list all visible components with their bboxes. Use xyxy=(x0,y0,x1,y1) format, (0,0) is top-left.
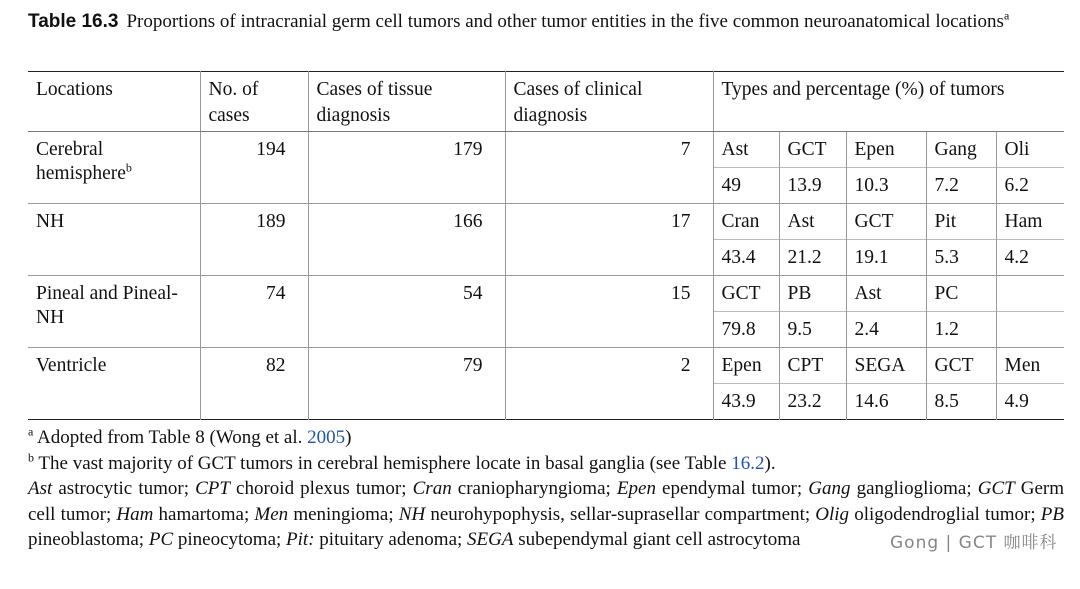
tumor-percent-cell: 5.3 xyxy=(926,240,996,276)
tumor-percent-cell: 43.4 xyxy=(713,240,779,276)
abbreviation-definition: oligodendroglial tumor; xyxy=(854,503,1036,525)
table-caption xyxy=(28,10,1064,34)
footnote-mark: b xyxy=(125,160,132,175)
tumor-type-cell: Cran xyxy=(713,204,779,240)
tumor-type-cell: Men xyxy=(1004,355,1041,376)
abbreviation-term: NH xyxy=(398,503,426,525)
location-cell: NH xyxy=(28,204,200,276)
tumor-type-cell xyxy=(996,276,1064,312)
abbreviation-term: SEGA xyxy=(467,529,514,550)
tumor-percent-cell: 7.2 xyxy=(926,168,996,204)
header-tissue-diagnosis: Cases of tissue diagnosis xyxy=(308,72,505,132)
cases-cell: 194 xyxy=(200,132,308,204)
table-row xyxy=(28,204,1064,240)
abbreviation-definition: craniopharyngioma; xyxy=(457,478,611,499)
tumor-type-cell: Epen xyxy=(713,348,779,384)
tumor-percent-cell: 9.5 xyxy=(779,312,846,348)
abbreviation-definition: ependymal tumor; xyxy=(662,478,803,499)
tumor-percent-cell: 13.9 xyxy=(779,168,846,204)
tumor-percent-cell: 2.4 xyxy=(846,312,926,348)
tumor-percent-cell: 10.3 xyxy=(846,168,926,204)
abbreviation-term: Gang xyxy=(808,478,851,499)
clinical-diagnosis-cell: 15 xyxy=(505,276,713,348)
abbreviation-term: PB xyxy=(1040,503,1064,525)
tumor-percent-cell: 21.2 xyxy=(779,240,846,276)
reference-link-2005[interactable]: 2005 xyxy=(307,427,346,448)
tumor-percent-cell: 43.9 xyxy=(713,384,779,420)
tumor-percent-cell: 6.2 xyxy=(996,168,1064,204)
abbreviation-term: Cran xyxy=(412,478,452,499)
cases-cell: 82 xyxy=(200,348,308,420)
abbreviation-term: Ham xyxy=(116,503,154,525)
abbreviation-definition: choroid plexus tumor; xyxy=(236,478,407,499)
location-cell: Pineal and Pineal-NH xyxy=(28,276,200,348)
clinical-diagnosis-cell: 2 xyxy=(505,348,713,420)
abbreviation-definition: pineoblastoma; xyxy=(28,529,145,550)
abbreviation-term: Ast xyxy=(28,478,53,499)
abbreviation-term: Pit: xyxy=(286,529,315,550)
header-types-percentage: Types and percentage (%) of tumors xyxy=(713,72,1064,132)
tissue-diagnosis-cell: 79 xyxy=(308,348,505,420)
tumor-type-cell: Gang xyxy=(926,132,996,168)
tumor-type-cell: PC xyxy=(926,276,996,312)
location-cell: Cerebral hemisphere$^b$ xyxy=(28,132,200,204)
abbreviation-term: PC xyxy=(148,529,174,550)
tumor-type-cell: Ast xyxy=(713,132,779,168)
tumor-percent-cell: 1.2 xyxy=(926,312,996,348)
abbreviation-term: Epen xyxy=(616,478,656,499)
tumor-percent-cell: 8.5 xyxy=(926,384,996,420)
header-num-cases: No. of cases xyxy=(200,72,308,132)
caption-text: Proportions of intracranial germ cell tumors and other tumor entities in the five common neuroanatomical locations xyxy=(126,11,1004,32)
abbreviation-definition: neurohypophysis, sellar-suprasellar compartment; xyxy=(430,503,811,525)
tumor-percent-cell: 79.8 xyxy=(713,312,779,348)
tumor-type-cell: Oli xyxy=(1004,139,1030,160)
abbreviation-definition: ganglioglioma; xyxy=(856,478,972,499)
abbreviation-definition: hamartoma; xyxy=(158,503,250,525)
table-number: Table 16.3 xyxy=(28,11,119,32)
tumor-type-cell: Pit xyxy=(926,204,996,240)
header-row xyxy=(28,72,1064,132)
tumor-type-cell: Ast xyxy=(846,276,926,312)
header-clinical-diagnosis: Cases of clinical diagnosis xyxy=(505,72,713,132)
tumor-type-cell: PB xyxy=(779,276,846,312)
abbreviation-term: Olig xyxy=(815,503,850,525)
location-cell: Ventricle xyxy=(28,348,200,420)
footnote-b: $^b$ The vast majority of GCT tumors in cerebral hemisphere locate in basal ganglia (see Table 16.2). xyxy=(28,450,776,474)
tumor-type-cell: Ham xyxy=(1004,211,1043,232)
tumor-type-cell: GCT xyxy=(779,132,846,168)
tumor-percent-cell: 19.1 xyxy=(846,240,926,276)
cases-cell: 189 xyxy=(200,204,308,276)
tumor-percent-cell: 23.2 xyxy=(779,384,846,420)
abbreviation-definition: pituitary adenoma; xyxy=(319,529,463,550)
data-table xyxy=(28,71,1064,420)
table-row xyxy=(28,276,1064,312)
header-locations: Locations xyxy=(28,72,200,132)
abbreviation-definition: astrocytic tumor; xyxy=(58,478,189,499)
table-row xyxy=(28,348,1064,384)
clinical-diagnosis-cell: 7 xyxy=(505,132,713,204)
abbreviation-term: CPT xyxy=(195,478,230,499)
tumor-percent-cell: 4.2 xyxy=(996,240,1064,276)
tissue-diagnosis-cell: 179 xyxy=(308,132,505,204)
tumor-type-cell: Epen xyxy=(846,132,926,168)
tumor-type-cell: GCT xyxy=(926,348,996,384)
abbreviation-term: Men xyxy=(254,503,289,525)
tissue-diagnosis-cell: 166 xyxy=(308,204,505,276)
abbreviation-definition: subependymal giant cell astrocytoma xyxy=(518,529,801,550)
cases-cell: 74 xyxy=(200,276,308,348)
tumor-type-cell: SEGA xyxy=(846,348,926,384)
tumor-percent-cell xyxy=(996,312,1064,348)
abbreviation-definition: pineocytoma; xyxy=(177,529,282,550)
tumor-percent-cell: 4.9 xyxy=(996,384,1064,420)
tumor-type-cell: Ast xyxy=(779,204,846,240)
caption-footnote-mark: a xyxy=(1003,8,1010,23)
tumor-type-cell: GCT xyxy=(846,204,926,240)
clinical-diagnosis-cell: 17 xyxy=(505,204,713,276)
abbreviation-definition: Germ cell tumor; xyxy=(28,478,1065,525)
tissue-diagnosis-cell: 54 xyxy=(308,276,505,348)
watermark: Gong | GCT 咖啡科 xyxy=(890,533,1058,553)
table-link-16-2[interactable]: 16.2 xyxy=(731,452,765,474)
tumor-type-cell: CPT xyxy=(779,348,846,384)
table-row xyxy=(28,132,1064,168)
abbreviation-term: GCT xyxy=(977,478,1015,499)
footnote-a: $^a$ Adopted from Table 8 (Wong et al. 2005) xyxy=(28,424,352,448)
tumor-percent-cell: 49 xyxy=(713,168,779,204)
tumor-type-cell: GCT xyxy=(713,276,779,312)
abbreviation-definition: meningioma; xyxy=(293,503,394,525)
tumor-percent-cell: 14.6 xyxy=(846,384,926,420)
